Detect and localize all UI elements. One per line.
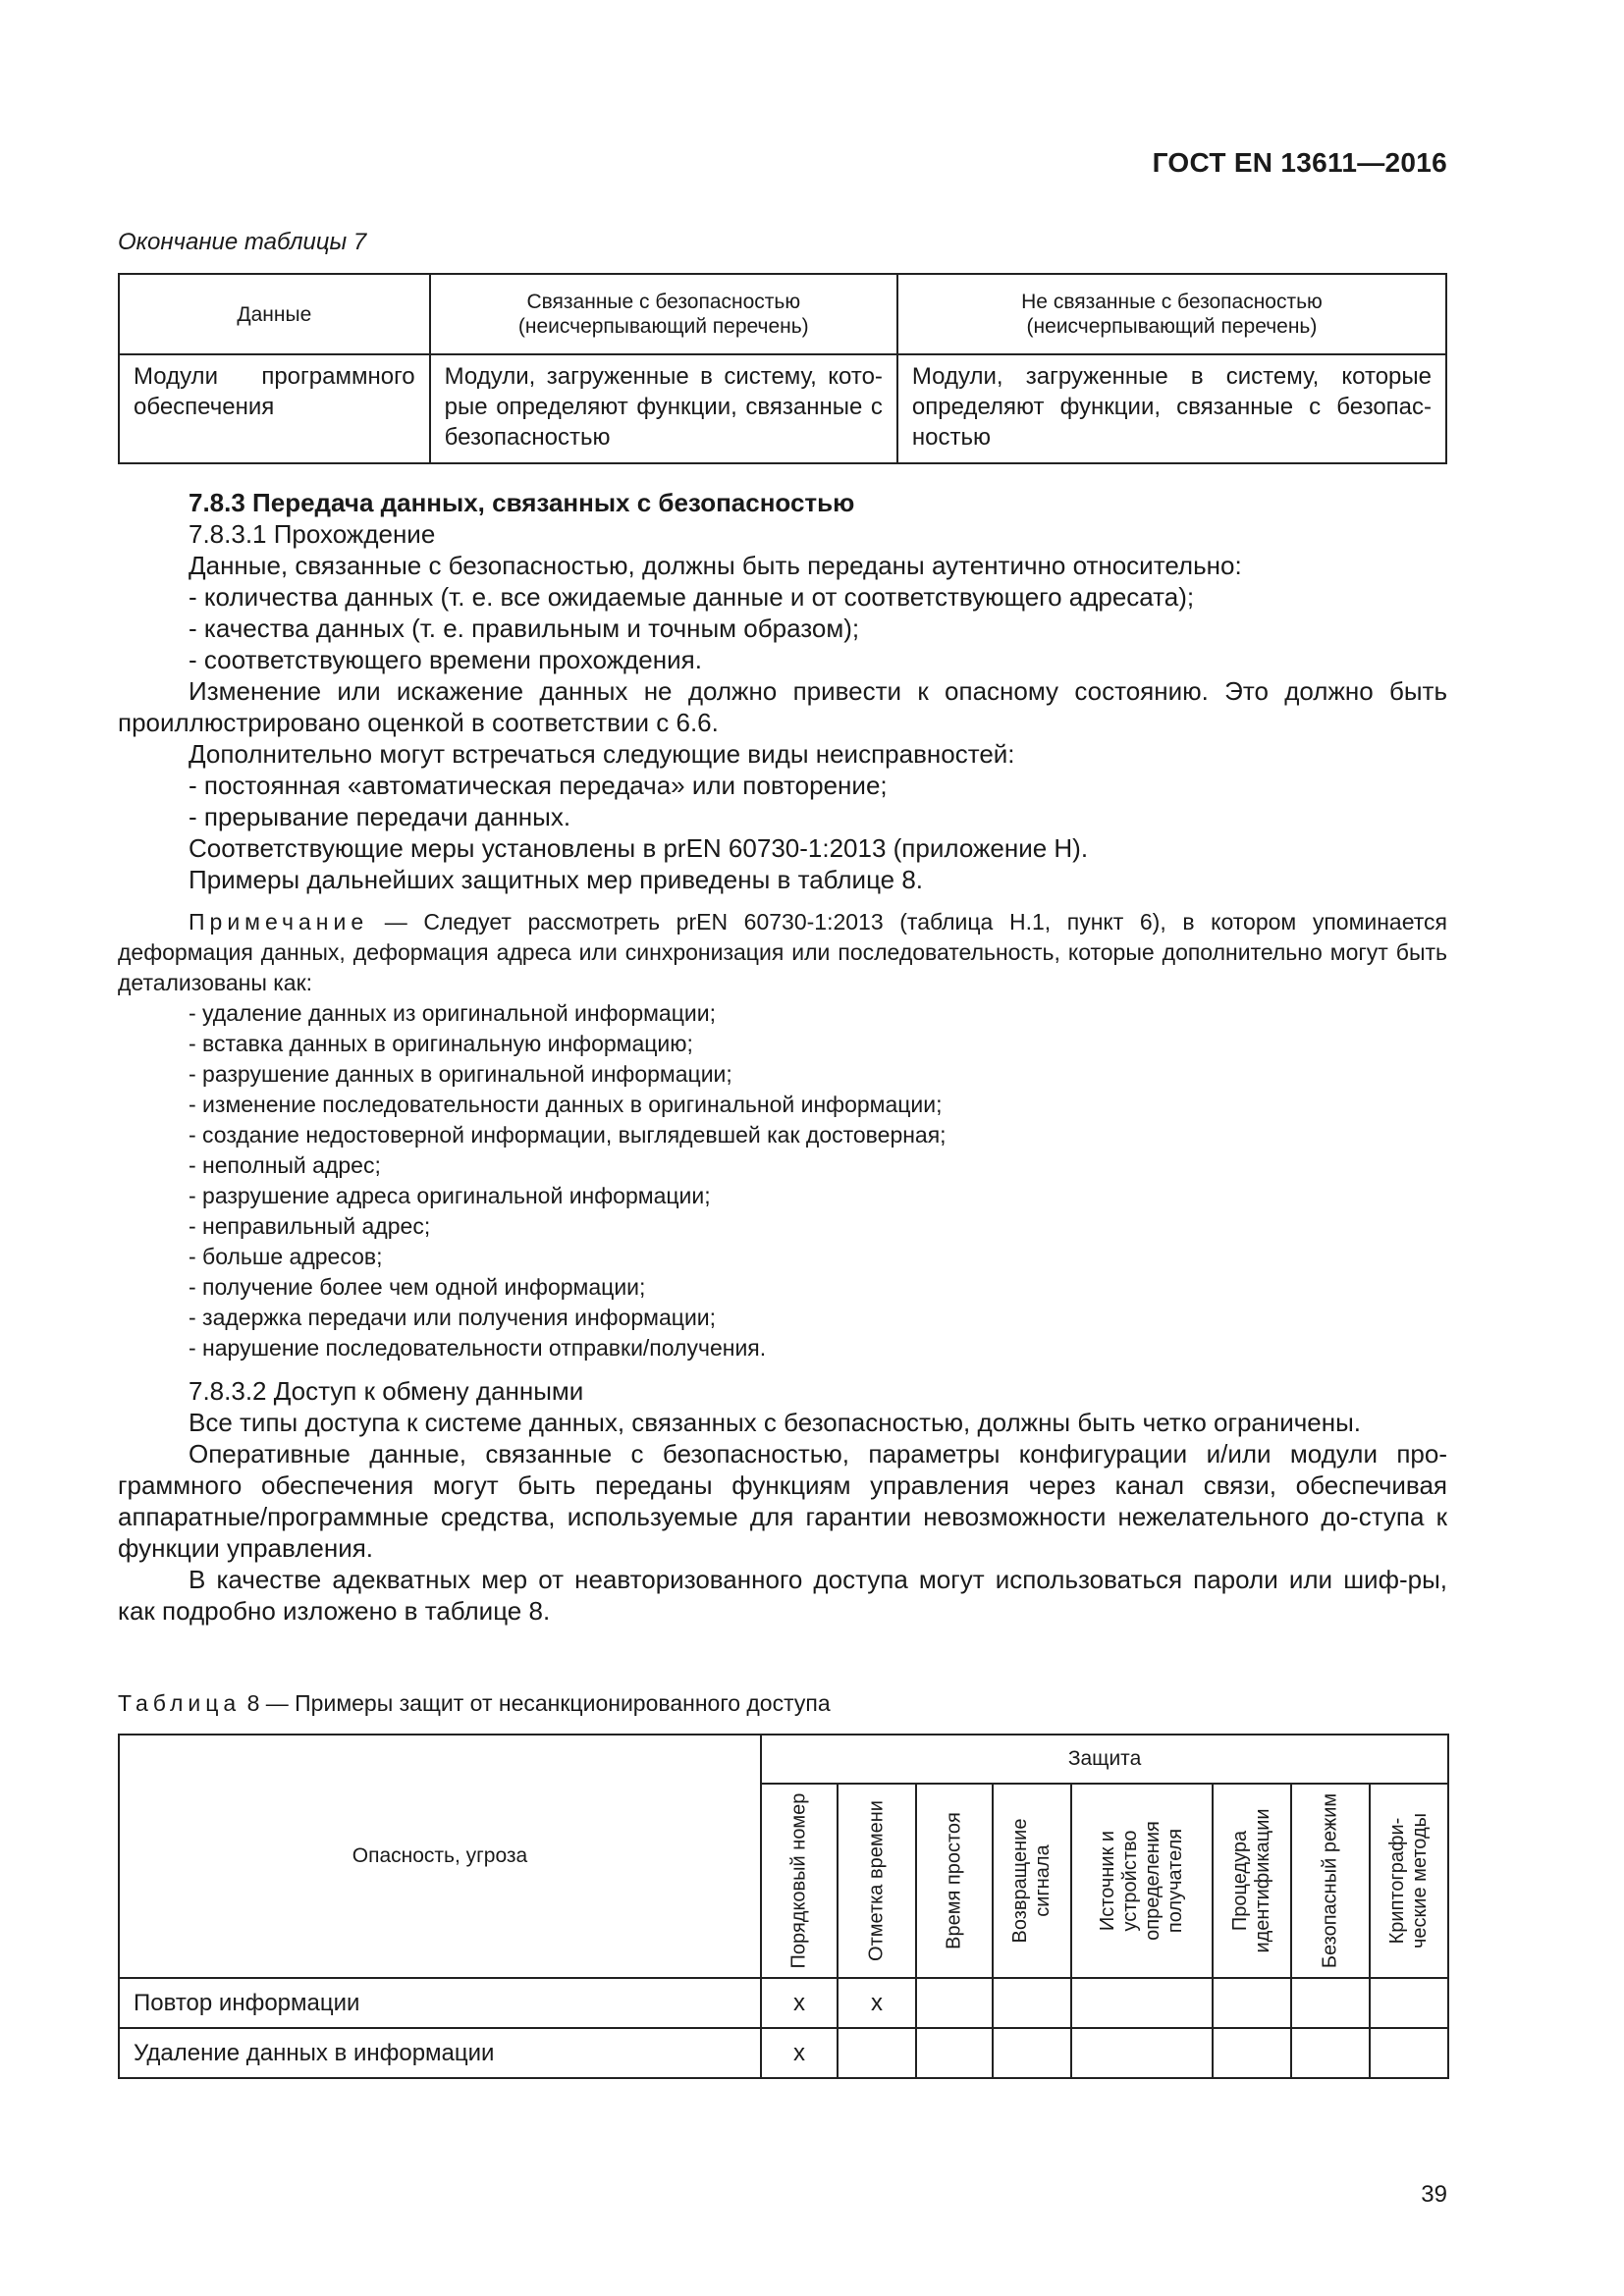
note-item: - больше адресов;	[189, 1244, 383, 1269]
table8-caption-text: 8 — Примеры защит от несанкционированного доступа	[241, 1690, 831, 1716]
subsection-heading: 7.8.3.1 Прохождение	[189, 519, 436, 549]
table8-col-header: Безопасный режим	[1291, 1784, 1370, 1978]
table8-mark-cell	[1370, 2028, 1448, 2078]
note-item: - получение более чем одной информации;	[189, 1274, 646, 1300]
table7	[118, 273, 1447, 464]
table8-col-header: Отметка времени	[838, 1784, 916, 1978]
list-item: - прерывание передачи данных.	[189, 802, 571, 831]
paragraph: Все типы доступа к системе данных, связанных с безопасностью, должны быть четко ограничены.	[189, 1408, 1362, 1437]
paragraph: Соответствующие меры установлены в prEN 60730-1:2013 (приложение H).	[189, 833, 1089, 863]
table8-header-hazard: Опасность, угроза	[119, 1735, 761, 1978]
table7-header-unrelated: Не связанные с безопасностью (неисчерпывающий перечень)	[897, 274, 1446, 354]
list-item: - количества данных (т. е. все ожидаемые данные и от соответствующего адресата);	[189, 582, 1195, 612]
table7-cell-unrelated: Модули, загруженные в систему, которые определяют функции, связанные с безопас-ностью	[897, 354, 1446, 463]
table7-header-data: Данные	[119, 274, 430, 354]
table8-header-protection: Защита	[761, 1735, 1448, 1784]
note-item: - нарушение последовательности отправки/получения.	[189, 1335, 767, 1361]
paragraph: Оперативные данные, связанные с безопасностью, параметры конфигурации и/или модули про-граммного обеспечения могут быть переданы функциям управления через канал связи, обеспечивая аппаратные/программные средства, используемые для гарантии невозможности нежелательного до-ступа к функции управления.	[118, 1439, 1447, 1563]
table8-header-row	[119, 1735, 1448, 1784]
page-number: 39	[1421, 2181, 1447, 2208]
table7-header-related: Связанные с безопасностью (неисчерпывающий перечень)	[430, 274, 897, 354]
table8-col-header: Источник и устройство определения получателя	[1071, 1784, 1213, 1978]
list-item: - качества данных (т. е. правильным и точным образом);	[189, 614, 860, 643]
table8-mark-cell	[993, 2028, 1071, 2078]
table8-mark-cell	[1071, 1978, 1213, 2028]
table-row	[119, 1978, 1448, 2028]
note-block	[118, 907, 1447, 1363]
paragraph: Дополнительно могут встречаться следующие виды неисправностей:	[189, 739, 1015, 769]
table7-caption: Окончание таблицы 7	[118, 229, 367, 255]
table8-col-header: Время простоя	[916, 1784, 993, 1978]
list-item: - соответствующего времени прохождения.	[189, 645, 702, 674]
paragraph: Изменение или искажение данных не должно привести к опасному состоянию. Это должно быть проиллюстрировано оценкой в соответствии с 6.6.	[118, 676, 1447, 737]
table8-mark-cell	[1291, 1978, 1370, 2028]
note-item: - изменение последовательности данных в оригинальной информации;	[189, 1092, 943, 1117]
table-row	[119, 2028, 1448, 2078]
paragraph: В качестве адекватных мер от неавторизованного доступа могут использоваться пароли или шиф-ры, как подробно изложено в таблице 8.	[118, 1565, 1447, 1626]
note-item: - удаление данных из оригинальной информации;	[189, 1000, 716, 1026]
table8-mark-cell	[1213, 2028, 1291, 2078]
table8-mark-cell	[1291, 2028, 1370, 2078]
note-text: — Следует рассмотреть prEN 60730-1:2013 (таблица H.1, пункт 6), в котором упоминается деформация данных, деформация адреса или синхронизация или последовательность, которые дополнительно могут быть детализованы как:	[118, 909, 1447, 995]
table8-col-header: Возвращение сигнала	[993, 1784, 1071, 1978]
table8-hazard-cell: Удаление данных в информации	[119, 2028, 761, 2078]
table8-mark-cell	[1213, 1978, 1291, 2028]
table8-col-header: Порядковый номер	[761, 1784, 838, 1978]
table-row	[119, 354, 1446, 463]
note-intro	[118, 907, 1447, 998]
table8-col-header: Процедура идентификации	[1213, 1784, 1291, 1978]
note-item: - вставка данных в оригинальную информацию;	[189, 1031, 693, 1056]
table8-mark-cell: x	[761, 1978, 838, 2028]
table7-header-row	[119, 274, 1446, 354]
table8-mark-cell	[916, 1978, 993, 2028]
table8-mark-cell	[1071, 2028, 1213, 2078]
subsection-heading: 7.8.3.2 Доступ к обмену данными	[189, 1376, 584, 1406]
paragraph: Примеры дальнейших защитных мер приведены в таблице 8.	[189, 865, 924, 894]
table8-mark-cell	[838, 2028, 916, 2078]
table8-mark-cell	[916, 2028, 993, 2078]
body-text	[118, 487, 1447, 1627]
note-item: - создание недостоверной информации, выглядевшей как достоверная;	[189, 1122, 947, 1148]
table8-mark-cell: x	[761, 2028, 838, 2078]
list-item: - постоянная «автоматическая передача» или повторение;	[189, 771, 888, 800]
table7-cell-data: Модули программного обеспечения	[119, 354, 430, 463]
table8-mark-cell	[1370, 1978, 1448, 2028]
table8-col-header: Криптографи-ческие методы	[1370, 1784, 1448, 1978]
paragraph: Данные, связанные с безопасностью, должны быть переданы аутентично относительно:	[189, 551, 1242, 580]
table8-mark-cell: x	[838, 1978, 916, 2028]
section-heading: 7.8.3 Передача данных, связанных с безопасностью	[189, 488, 855, 517]
table8-caption-label: Таблица	[118, 1690, 242, 1716]
note-item: - разрушение данных в оригинальной информации;	[189, 1061, 732, 1087]
note-item: - задержка передачи или получения информации;	[189, 1305, 717, 1330]
note-label: Примечание	[189, 909, 369, 934]
table8-caption	[118, 1690, 831, 1717]
table8-hazard-cell: Повтор информации	[119, 1978, 761, 2028]
table7-cell-related: Модули, загруженные в систему, кото-рые определяют функции, связанные с безопасностью	[430, 354, 897, 463]
note-item: - разрушение адреса оригинальной информации;	[189, 1183, 711, 1208]
table8-mark-cell	[993, 1978, 1071, 2028]
table8	[118, 1734, 1449, 2079]
note-item: - неполный адрес;	[189, 1152, 381, 1178]
document-code: ГОСТ EN 13611—2016	[1152, 147, 1447, 178]
note-item: - неправильный адрес;	[189, 1213, 431, 1239]
